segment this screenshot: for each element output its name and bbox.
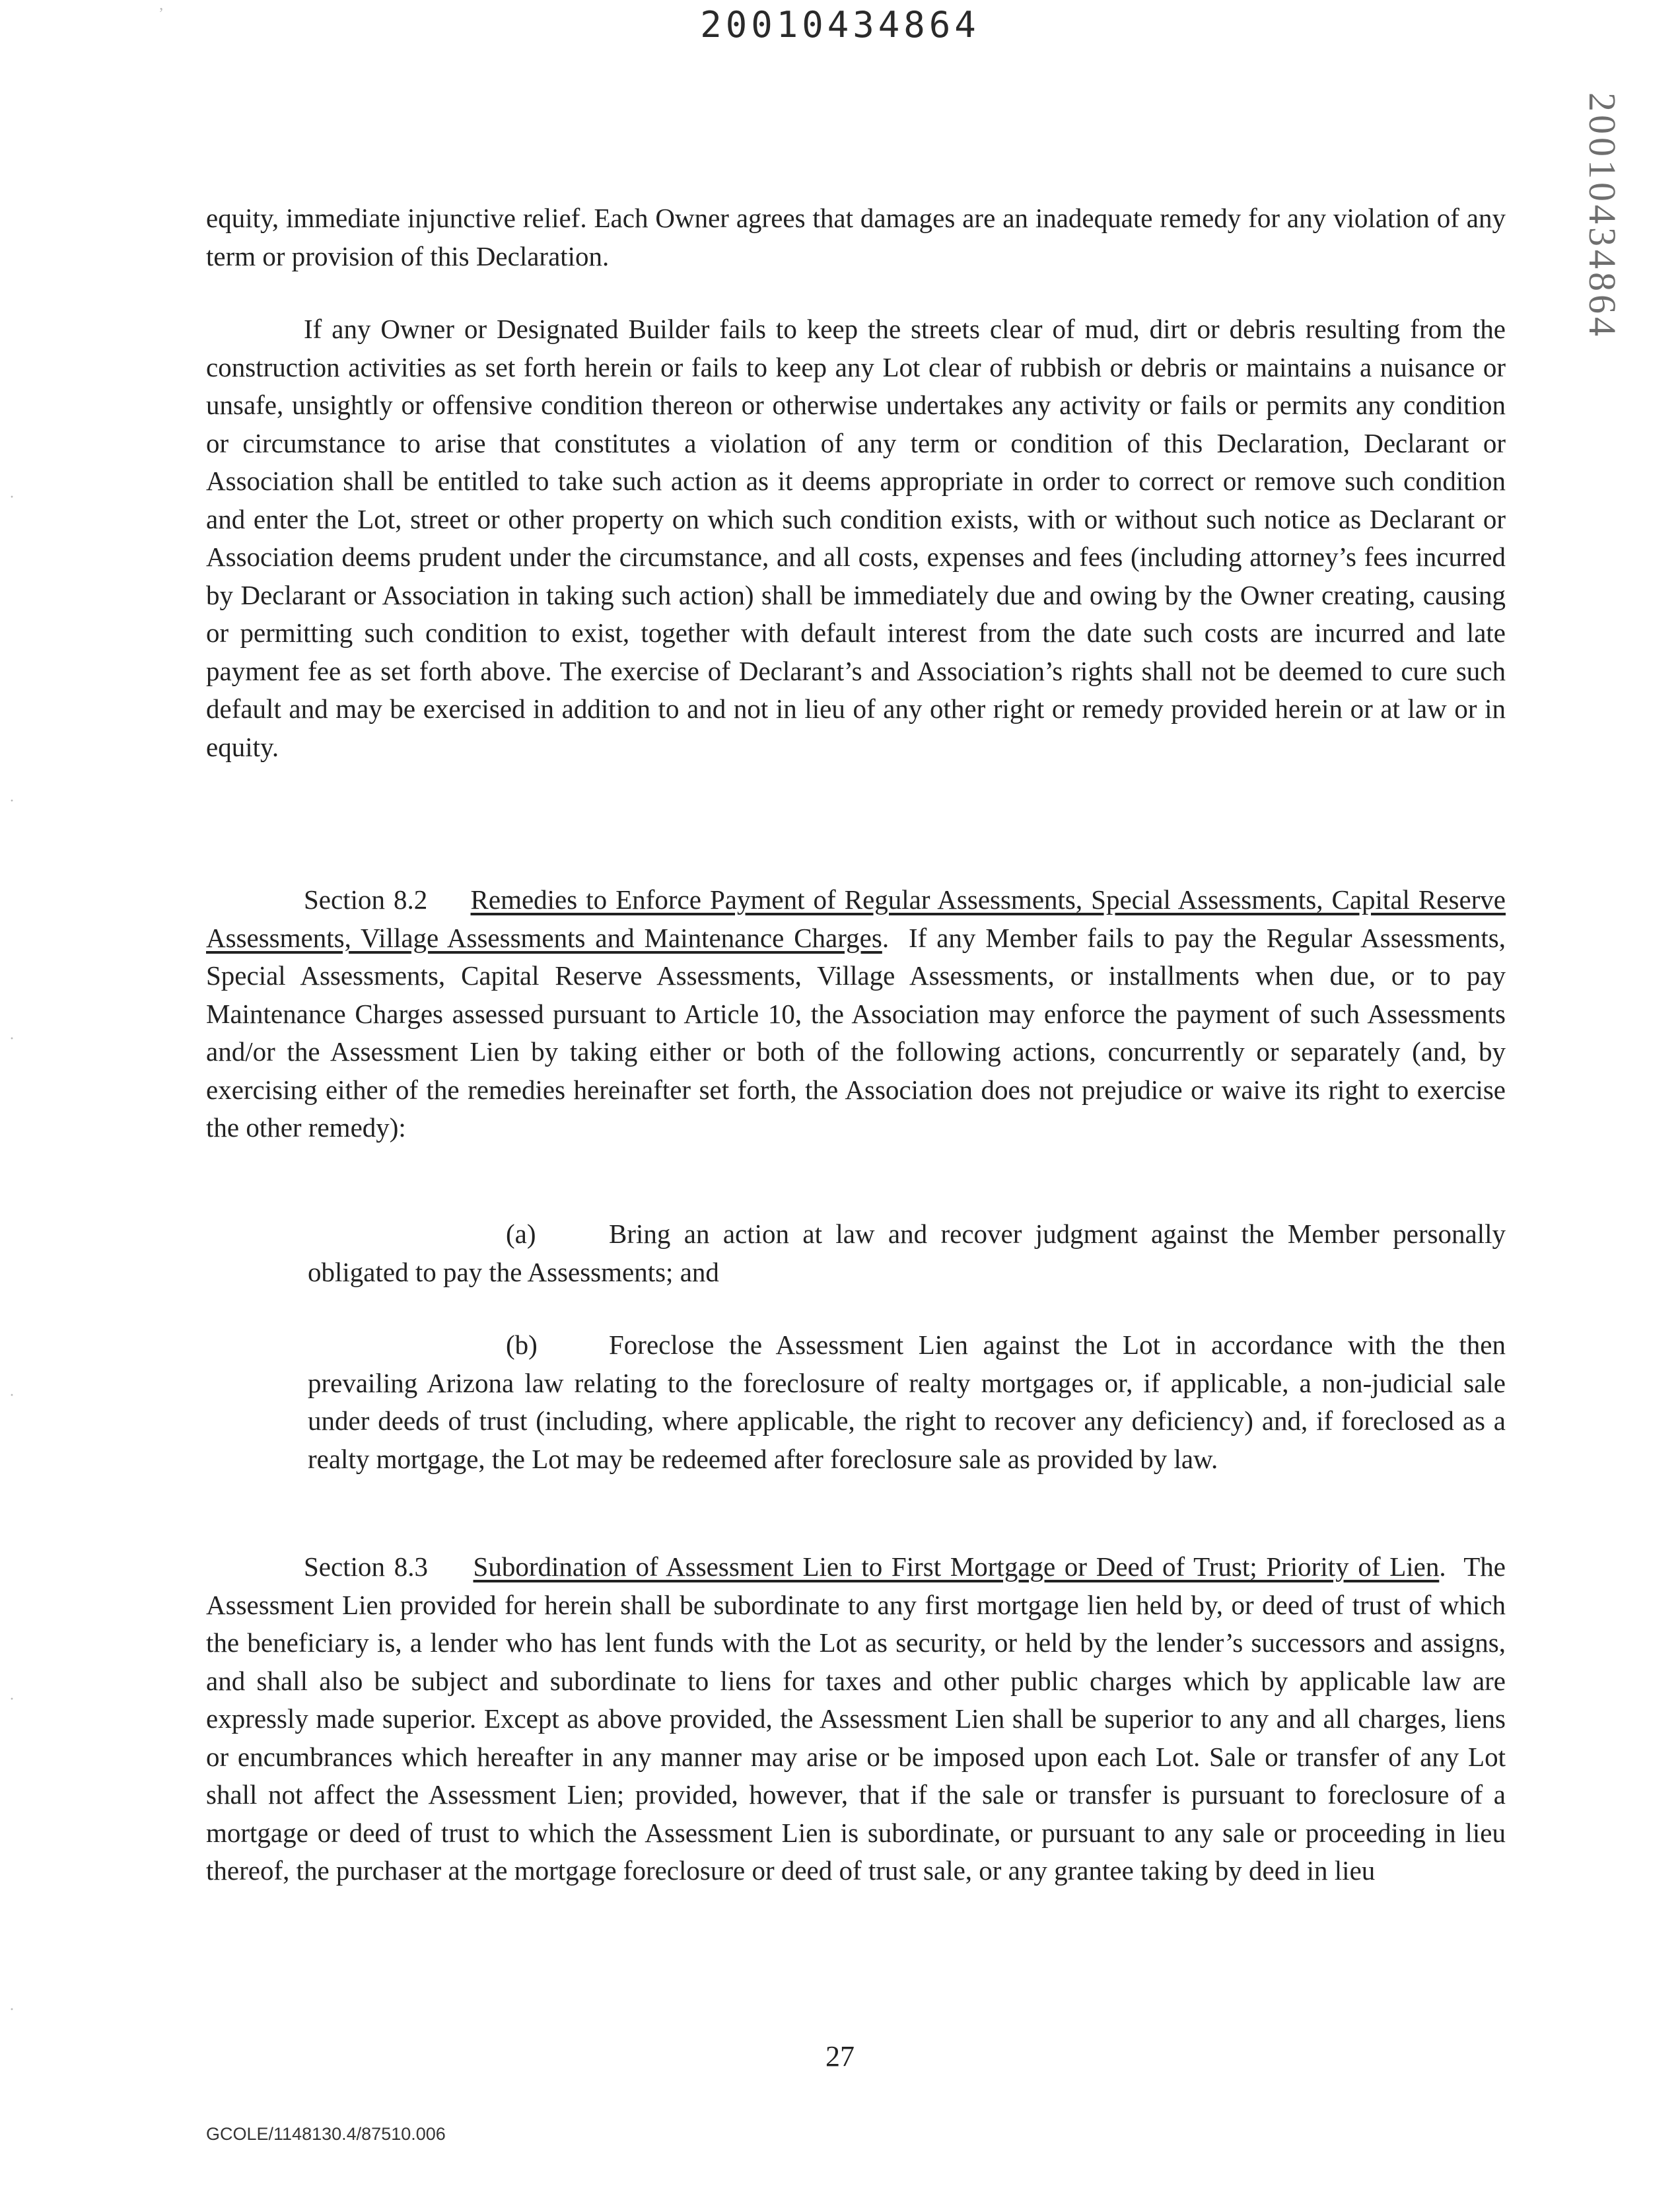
sub-item-text: Foreclose the Assessment Lien against the Lot in accordance with the then prevailing Arizona law relating to the foreclosure of realty mortgages or, if applicable, a non-judicial sale under deeds of trust (including, where applicable, the right to recover any deficiency) and, if foreclosed as a realty mortgage, the Lot may be redeemed after foreclosure sale as provided by law.	[308, 1329, 1506, 1474]
paragraph-text: equity, immediate injunctive relief. Each Owner agrees that damages are an inadequate remedy for any violation of any term or provision of this Declaration.	[206, 203, 1506, 271]
scan-speck: ·	[9, 1030, 15, 1047]
paragraph-text: If any Owner or Designated Builder fails to keep the streets clear of mud, dirt or debris resulting from the construction activities as set forth herein or fails to keep any Lot clear of rubbish or debris or maintains a nuisance or unsafe, unsightly or offensive condition thereon or otherwise undertakes any activity or fails or permits any condition or circumstance to arise that constitutes a violation of any term or condition of this Declaration, Declarant or Association shall be entitled to take such action as it deems appropriate in order to correct or remove such condition and enter the Lot, street or other property on which such condition exists, with or without such notice as Declarant or Association deems prudent under the circumstance, and all costs, expenses and fees (including attorney’s fees incurred by Declarant or Association in taking such action) shall be immediately due and owing by the Owner creating, causing or permitting such condition to exist, together with default interest from the date such costs are incurred and late payment fee as set forth above. The exercise of Declarant’s and Association’s rights shall not be deemed to cure such default and may be exercised in addition to and not in lieu of any other right or remedy provided herein or at law or in equity.	[206, 314, 1506, 762]
scan-speck: ’	[158, 5, 164, 22]
page-number: 27	[825, 2040, 855, 2073]
scan-speck: ·	[9, 2001, 15, 2018]
section-title: Subordination of Assessment Lien to First Mortgage or Deed of Trust; Priority of Lien	[473, 1551, 1440, 1582]
paragraph-owner-violation	[206, 310, 1506, 766]
scan-speck: ·	[9, 1387, 15, 1404]
sub-item-label: (a)	[506, 1219, 536, 1249]
document-code: GCOLE/1148130.4/87510.006	[206, 2124, 446, 2144]
section-text: The Assessment Lien provided for herein shall be subordinate to any first mortgage lien held by, or deed of trust of which the beneficiary is, a lender who has lent funds with the Lot as security, or held by the lender’s successors and assigns, and shall also be subject and subordinate to liens for taxes and other public charges which by applicable law are expressly made superior. Except as above provided, the Assessment Lien shall be superior to any and all charges, liens or encumbrances which hereafter in any manner may arise or be imposed upon each Lot. Sale or transfer of any Lot shall not affect the Assessment Lien; provided, however, that if the sale or transfer is pursuant to foreclosure of a mortgage or deed of trust to which the Assessment Lien is subordinate, or pursuant to any sale or proceeding in lieu thereof, the purchaser at the mortgage foreclosure or deed of trust sale, or any grantee taking by deed in lieu	[206, 1551, 1506, 1886]
section-title: Remedies to Enforce Payment of Regular Assessments, Special Assessments, Capital Reserve Assessments, Village Assessments and Maintenance Charges	[206, 884, 1506, 953]
section-text: If any Member fails to pay the Regular Assessments, Special Assessments, Capital Reserve Assessments, Village Assessments, or installments when due, or to pay Maintenance Charges assessed pursuant to Article 10, the Association may enforce the payment of such Assessments and/or the Assessment Lien by taking either or both of the following actions, concurrently or separately (and, by exercising either of the remedies hereinafter set forth, the Association does not prejudice or waive its right to exercise the other remedy):	[206, 922, 1506, 1143]
sub-item-a	[308, 1215, 1506, 1291]
section-label: Section 8.2	[304, 884, 428, 915]
section-label: Section 8.3	[304, 1551, 428, 1582]
side-recording-stamp: 20010434864	[1581, 92, 1624, 339]
scan-speck: ·	[9, 1691, 15, 1708]
paragraph-continuation	[206, 199, 1506, 275]
sub-item-b	[308, 1326, 1506, 1478]
scan-speck: ·	[9, 793, 15, 810]
section-8-2: Section 8.2 Remedies to Enforce Payment of Regular Assessments, Special Assessments, Capital Reserve Assessments, Village Assessments and Maintenance Charges. If any Member fails to pay the Regular Assessments, Special Assessments, Capital Reserve Assessments, Village Assessments, or installments when due, or to pay Maintenance Charges assessed pursuant to Article 10, the Association may enforce the payment of such Assessments and/or the Assessment Lien by taking either or both of the following actions, concurrently or separately (and, by exercising either of the remedies hereinafter set forth, the Association does not prejudice or waive its right to exercise the other remedy):	[206, 884, 1506, 1143]
scan-speck: ·	[9, 489, 15, 506]
sub-item-label: (b)	[506, 1329, 538, 1360]
section-8-3: Section 8.3 Subordination of Assessment Lien to First Mortgage or Deed of Trust; Priority of Lien. The Assessment Lien provided for herein shall be subordinate to any first mortgage lien held by, or deed of trust of which the beneficiary is, a lender who has lent funds with the Lot as security, or held by the lender’s successors and assigns, and shall also be subject and subordinate to liens for taxes and other public charges which by applicable law are expressly made superior. Except as above provided, the Assessment Lien shall be superior to any and all charges, liens or encumbrances which hereafter in any manner may arise or be imposed upon each Lot. Sale or transfer of any Lot shall not affect the Assessment Lien; provided, however, that if the sale or transfer is pursuant to foreclosure of a mortgage or deed of trust to which the Assessment Lien is subordinate, or pursuant to any sale or proceeding in lieu thereof, the purchaser at the mortgage foreclosure or deed of trust sale, or any grantee taking by deed in lieu	[206, 1551, 1506, 1886]
recording-number-header: 20010434864	[700, 4, 980, 46]
sub-item-text: Bring an action at law and recover judgment against the Member personally obligated to pay the Assessments; and	[308, 1219, 1506, 1287]
